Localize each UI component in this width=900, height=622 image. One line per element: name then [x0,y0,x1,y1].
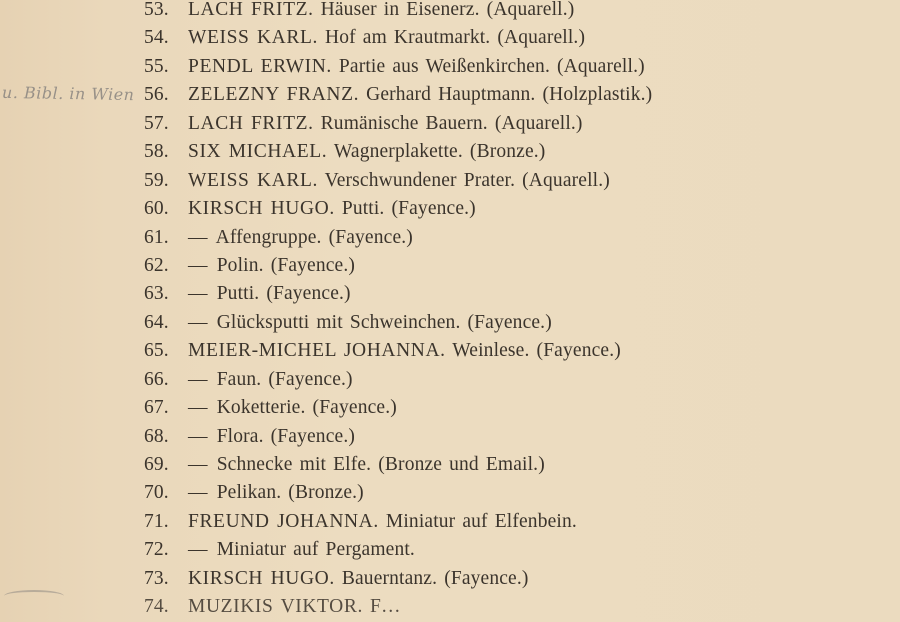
entry-medium: (Aquarell.) [557,55,645,77]
catalog-entry [144,138,652,166]
entry-medium: (Fayence.) [328,226,413,248]
entry-artist: WEISS KARL. [188,27,318,49]
catalog-entry [144,366,652,394]
entry-number: 56. [144,84,169,106]
catalog-entry [144,167,652,195]
entry-artist: FREUND JOHANNA. [188,510,379,532]
entry-medium: (Aquarell.) [497,27,586,49]
entry-medium: (Aquarell.) [486,0,575,20]
catalog-entry [144,81,652,109]
entry-title: Putti. [341,198,385,220]
entry-number: 60. [144,198,169,220]
entry-medium: (Fayence.) [312,397,397,419]
entry-number: 74. [144,596,169,618]
entry-ditto-dash: — [188,283,208,305]
entry-artist: MEIER-MICHEL JOHANNA. [188,340,446,362]
entry-artist: ZELEZNY FRANZ. [188,84,360,106]
entry-title: Hof am Krautmarkt. [324,27,491,49]
entry-medium: (Fayence.) [266,283,351,305]
entry-ditto-dash: — [188,311,208,333]
entry-title: Glücksputti mit Schweinchen. [216,311,461,333]
entry-medium: (Fayence.) [444,567,529,589]
catalog-entry [144,565,652,593]
entry-number: 55. [144,55,169,77]
entry-number: 70. [144,482,169,504]
catalog-entry [144,508,652,536]
catalog-entry [144,24,652,52]
catalog-entry [144,479,652,507]
entry-ditto-dash: — [188,254,208,276]
catalog-entry [144,0,652,24]
entry-medium: (Fayence.) [467,311,552,333]
entry-title: Weinlese. [452,340,530,362]
entry-ditto-dash: — [188,539,208,561]
entry-title: Wagnerplakette. [333,141,463,163]
entry-title: Faun. [216,368,262,390]
catalog-entry [144,195,652,223]
entry-title: Gerhard Hauptmann. [366,84,536,106]
entry-number: 68. [144,425,169,447]
entry-title: Miniatur auf Elfenbein. [385,510,577,532]
entry-title: Schnecke mit Elfe. [216,454,372,475]
entry-artist: KIRSCH HUGO. [188,567,335,589]
entry-title: Pelikan. [216,482,282,504]
entry-number: 62. [144,254,169,276]
entry-artist: LACH FRITZ. [188,0,314,20]
entry-title: Bauerntanz. [341,567,438,589]
entry-title: Affengruppe. [215,226,322,248]
entry-number: 57. [144,112,169,134]
entry-title: F… [369,596,401,618]
entry-number: 66. [144,368,169,390]
entry-number: 64. [144,311,169,333]
catalog-entry [144,53,652,81]
entry-number: 72. [144,539,169,561]
entry-medium: (Bronze.) [288,482,364,504]
entry-ditto-dash: — [188,226,208,248]
entry-number: 69. [144,454,169,475]
entry-artist: WEISS KARL. [188,169,318,191]
entry-number: 65. [144,340,169,362]
entry-medium: (Fayence.) [270,254,356,276]
entry-title: Verschwundener Prater. [324,169,516,191]
catalog-entry [144,280,652,308]
entry-ditto-dash: — [188,397,208,419]
entry-title: Flora. [216,425,264,447]
entry-artist: LACH FRITZ. [188,112,314,134]
entry-medium: (Fayence.) [391,198,476,220]
entry-title: Koketterie. [216,397,306,419]
entry-number: 59. [144,169,169,191]
entry-ditto-dash: — [188,368,208,390]
entry-number: 73. [144,567,169,589]
entry-medium: (Bronze und Email.) [378,454,545,475]
entry-medium: (Aquarell.) [494,112,583,134]
catalog-entry [144,337,652,365]
entry-title: Häuser in Eisenerz. [320,0,480,20]
entry-title: Putti. [216,283,260,305]
catalog-entry-list [144,0,652,622]
entry-ditto-dash: — [188,454,208,475]
entry-title: Partie aus Weißenkirchen. [338,55,550,77]
entry-medium: (Fayence.) [536,340,621,362]
entry-ditto-dash: — [188,425,208,447]
entry-number: 71. [144,510,169,532]
entry-artist: SIX MICHAEL. [188,141,328,163]
entry-title: Miniatur auf Pergament. [216,539,415,561]
entry-artist: MUZIKIS VIKTOR. [188,596,363,618]
catalog-entry [144,110,652,138]
entry-number: 53. [144,0,169,20]
entry-medium: (Fayence.) [268,368,353,390]
catalog-entry [144,224,652,252]
entry-number: 58. [144,141,169,163]
entry-title: Rumänische Bauern. [320,112,488,134]
catalog-entry [144,423,652,451]
entry-medium: (Holzplastik.) [542,84,653,106]
entry-number: 61. [144,226,169,248]
catalog-entry [144,252,652,280]
entry-artist: PENDL ERWIN. [188,55,332,77]
entry-medium: (Aquarell.) [522,169,610,191]
handwritten-margin-note: u. Bibl. in Wien [1,82,135,105]
entry-title: Polin. [216,254,264,276]
catalog-entry [144,451,652,479]
catalog-entry-clipped [144,593,652,621]
entry-medium: (Bronze.) [469,141,546,163]
entry-medium: (Fayence.) [270,425,355,447]
catalog-entry [144,309,652,337]
catalog-entry [144,536,652,564]
entry-ditto-dash: — [188,482,208,504]
handwritten-mark [4,590,64,602]
entry-number: 63. [144,283,169,305]
catalog-entry [144,394,652,422]
entry-number: 54. [144,27,169,49]
entry-number: 67. [144,397,169,419]
entry-artist: KIRSCH HUGO. [188,198,335,220]
